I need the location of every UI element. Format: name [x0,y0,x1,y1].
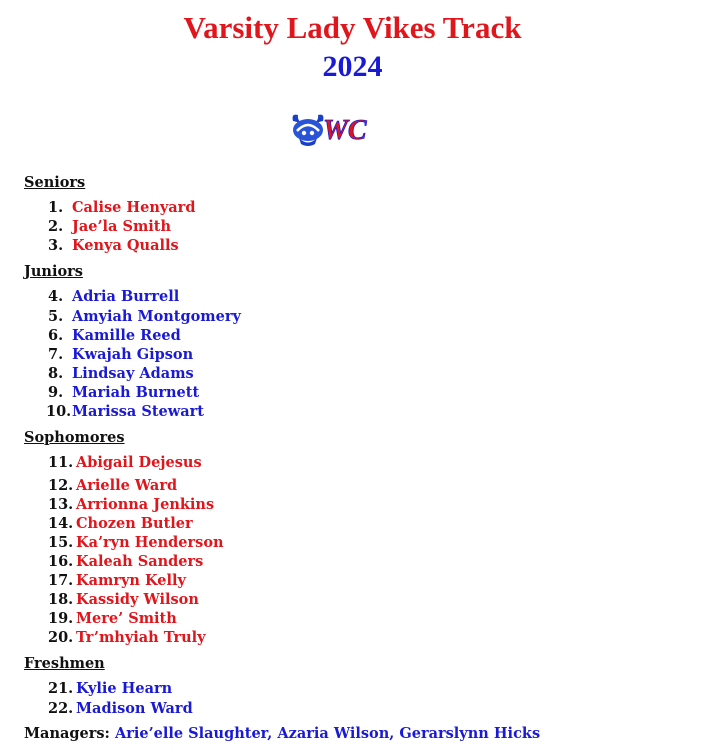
managers-names: Arie’elle Slaughter, Azaria Wilson, Gerarslynn Hicks [114,725,541,742]
list-item: 11. Abigail Dejesus [48,454,202,471]
viking-logo-icon [289,111,388,149]
section-sophomores: Sophomores [24,429,125,446]
list-item: 5. Amyiah Montgomery [48,308,241,325]
list-item: 6. Kamille Reed [48,327,181,344]
section-seniors: Seniors [24,174,86,191]
list-item: 22. Madison Ward [48,700,193,717]
list-item: 2. Jae’la Smith [48,218,172,235]
section-freshmen: Freshmen [24,655,105,672]
list-item: 4. Adria Burrell [48,288,180,305]
list-item: 20. Tr’mhyiah Truly [48,629,206,646]
list-item: 12. Arielle Ward [48,477,178,494]
managers-label: Managers: [24,725,110,742]
list-item: 15. Ka’ryn Henderson [48,534,224,551]
managers-line [24,725,540,742]
list-item: 9. Mariah Burnett [48,384,200,401]
list-item: 13. Arrionna Jenkins [48,496,215,513]
logo-lettering: WC [323,115,367,146]
page-title: Varsity Lady Vikes Track [183,10,522,45]
list-item: 17. Kamryn Kelly [48,572,186,589]
list-item: 16. Kaleah Sanders [48,553,204,570]
list-item: 8. Lindsay Adams [48,365,194,382]
list-item: 7. Kwajah Gipson [48,346,194,363]
list-item: 14. Chozen Butler [48,515,193,532]
list-item: 1. Calise Henyard [48,199,196,216]
page-year: 2024 [322,50,383,83]
list-item: 21. Kylie Hearn [48,680,173,697]
list-item: 19. Mere’ Smith [48,610,177,627]
section-juniors: Juniors [24,263,83,280]
list-item: 3. Kenya Qualls [48,237,179,254]
list-item: 18. Kassidy Wilson [48,591,199,608]
list-item: 10.Marissa Stewart [46,403,204,420]
